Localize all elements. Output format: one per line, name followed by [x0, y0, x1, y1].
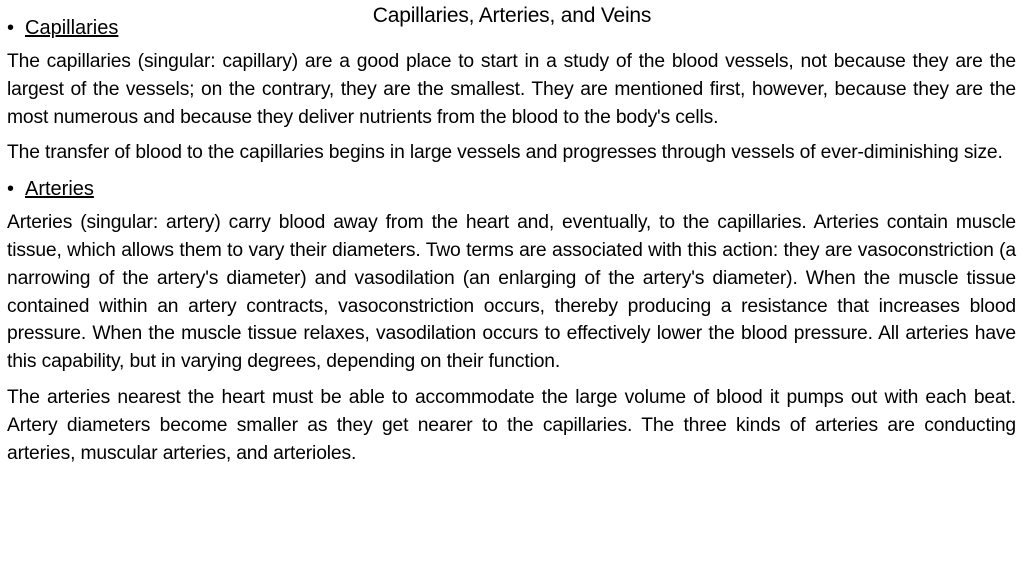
paragraph-arteries-2: The arteries nearest the heart must be able to accommodate the large volume of blood it pumps out with each beat. Artery diameters become smaller as they get nearer to the capillaries. The three kinds of arteries are conducting arteries, muscular arteries, and arterioles.	[7, 386, 1016, 464]
bullet-dot-icon: •	[7, 178, 15, 201]
bullet-dot-icon: •	[7, 17, 15, 39]
bullet-arteries	[7, 175, 1016, 203]
section-heading-arteries: Arteries	[25, 178, 94, 201]
paragraph-capillaries-1: The capillaries (singular: capillary) are a good place to start in a study of the blood vessels, not because they are the largest of the vessels; on the contrary, they are the smallest. They are mentioned first, however, because they are the most numerous and because they deliver nutrients from the blood to the body's cells.	[7, 51, 1016, 128]
bullet-capillaries	[7, 14, 1016, 42]
paragraph-arteries-1: Arteries (singular: artery) carry blood away from the heart and, eventually, to the capillaries. Arteries contain muscle tissue, which allows them to vary their diameters. Two terms are associated with this action: they are vasoconstriction (a narrowing of the artery's diameter) and vasodilation (an enlarging of the artery's diameter). When the muscle tissue contained within an artery contracts, vasoconstriction occurs, thereby producing a resistance that increases blood pressure. When the muscle tissue relaxes, vasodilation occurs to effectively lower the blood pressure. All arteries have this capability, but in varying degrees, depending on their function.	[7, 212, 1016, 373]
section-heading-capillaries: Capillaries	[25, 17, 119, 39]
slide-title: Capillaries, Arteries, and Veins	[372, 4, 652, 27]
paragraph-capillaries-2: The transfer of blood to the capillaries begins in large vessels and progresses through vessels of ever-diminishing size.	[7, 142, 1003, 164]
slide-content	[7, 14, 1016, 467]
